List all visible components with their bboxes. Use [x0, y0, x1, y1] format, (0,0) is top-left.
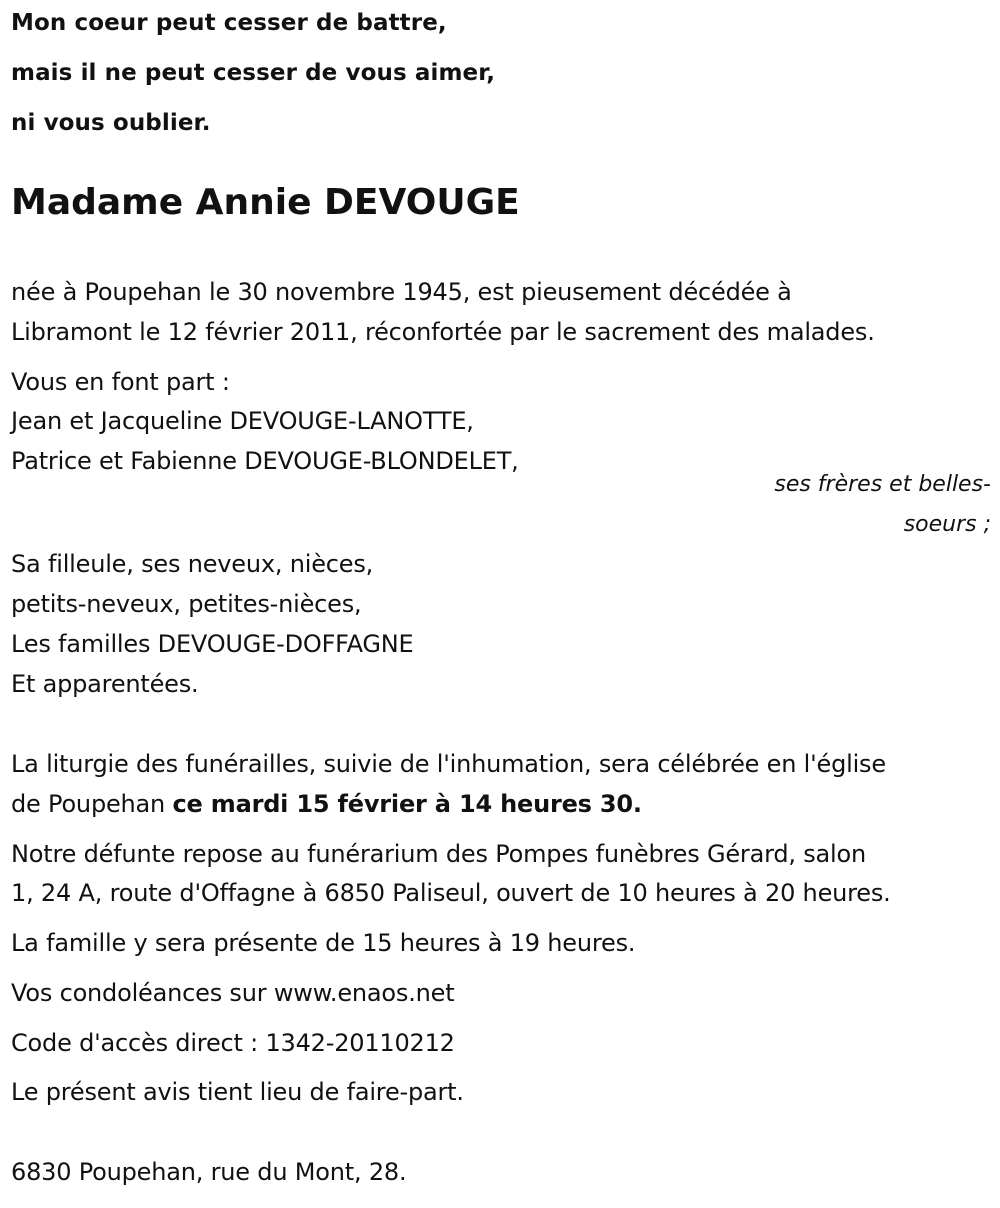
- epitaph-line-1: Mon coeur peut cesser de battre,: [11, 10, 447, 36]
- funeral-line-2: [11, 790, 642, 818]
- siblings-relation-line-2: soeurs ;: [903, 512, 991, 537]
- epitaph-line-2: mais il ne peut cesser de vous aimer,: [11, 60, 496, 86]
- family-other-1: Sa filleule, ses neveux, nièces,: [11, 550, 374, 578]
- announcement-line-1: née à Poupehan le 30 novembre 1945, est pieusement décédée à: [11, 278, 792, 306]
- wake-line-1: Notre défunte repose au funérarium des Pompes funèbres Gérard, salon: [11, 840, 866, 868]
- wake-line-2: 1, 24 A, route d'Offagne à 6850 Paliseul, ouvert de 10 heures à 20 heures.: [11, 879, 891, 907]
- funeral-line-1: La liturgie des funérailles, suivie de l'inhumation, sera célébrée en l'église: [11, 750, 886, 778]
- family-presence: La famille y sera présente de 15 heures à 19 heures.: [11, 929, 636, 957]
- announcement-line-2: Libramont le 12 février 2011, réconfortée par le sacrement des malades.: [11, 318, 875, 346]
- deceased-name: Madame Annie DEVOUGE: [11, 182, 520, 223]
- family-sibling-2: Patrice et Fabienne DEVOUGE-BLONDELET,: [11, 447, 519, 475]
- condolences-line: Vos condoléances sur www.enaos.net: [11, 979, 455, 1007]
- epitaph-line-3: ni vous oublier.: [11, 110, 211, 136]
- family-other-2: petits-neveux, petites-nièces,: [11, 590, 362, 618]
- family-other-4: Et apparentées.: [11, 670, 199, 698]
- family-intro: Vous en font part :: [11, 368, 230, 396]
- funeral-date-time: ce mardi 15 février à 14 heures 30.: [172, 790, 642, 818]
- family-other-3: Les familles DEVOUGE-DOFFAGNE: [11, 630, 414, 658]
- address-line: 6830 Poupehan, rue du Mont, 28.: [11, 1158, 407, 1186]
- notice-line: Le présent avis tient lieu de faire-part.: [11, 1078, 464, 1106]
- siblings-relation-line-1: ses frères et belles-: [774, 472, 991, 497]
- funeral-line-2-prefix: de Poupehan: [11, 790, 173, 818]
- family-sibling-1: Jean et Jacqueline DEVOUGE-LANOTTE,: [11, 407, 474, 435]
- access-code: Code d'accès direct : 1342-20110212: [11, 1029, 455, 1057]
